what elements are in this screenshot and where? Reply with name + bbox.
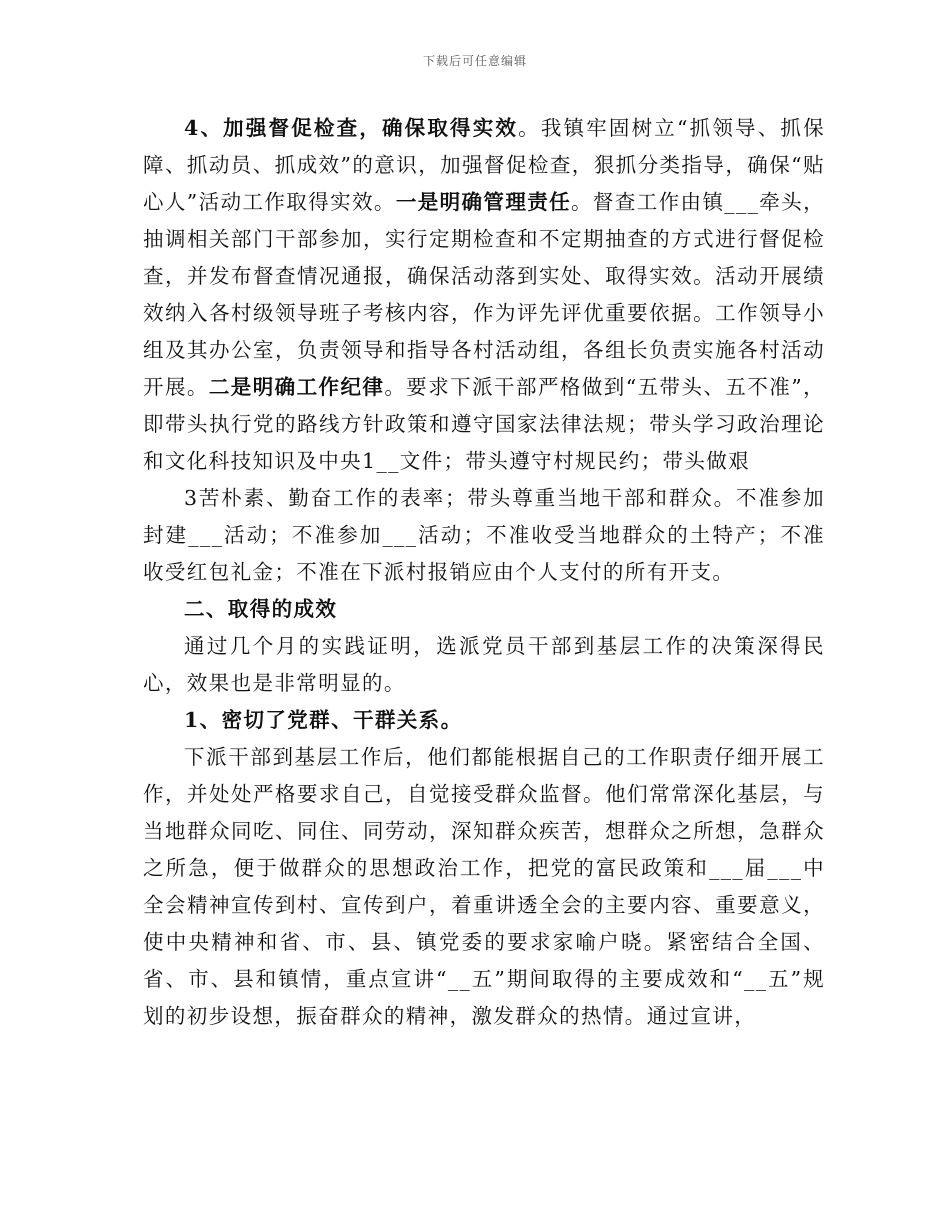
section-heading-4: 4、加强督促检查，确保取得实效 [184, 116, 519, 140]
paragraph-text: 。要求下派干部严格做到“五带头、五不准”，即带头执行党的路线方针政策和遵守国家法律法规；带头学习政治理论和文化科技知识及中央1__文件；带头遵守村规民约；带头做艰 [143, 375, 826, 473]
paragraph-text: 。督查工作由镇___牵头，抽调相关部门干部参加，实行定期检查和不定期抽查的方式进行督促检查，并发布督查情况通报，确保活动落到实处、取得实效。活动开展绩效纳入各村级领导班子考核内容，作为评先评优重要依据。工作领导小组及其办公室，负责领导和指导各村活动组，各组长负责实施各村活动开展。 [143, 190, 826, 399]
paragraph-continuation: 3苦朴素、勤奋工作的表率；带头尊重当地干部和群众。不准参加封建___活动；不准参加___活动；不准收受当地群众的土特产；不准收受红包礼金；不准在下派村报销应由个人支付的所有开支。 [143, 486, 825, 584]
paragraph-supervision [143, 110, 825, 480]
paragraph-text: 。我镇牢固树立“抓领导、抓保障、抓动员、抓成效”的意识，加强督促检查，狠抓分类指导，确保“贴心人”活动工作取得实效。 [143, 116, 825, 214]
inline-heading-responsibility: 一是明确管理责任 [395, 190, 572, 214]
section-heading-relations: 1、密切了党群、干群关系。 [184, 708, 463, 732]
section-heading-results: 二、取得的成效 [184, 597, 338, 621]
document-body [143, 110, 825, 1035]
paragraph-relations: 下派干部到基层工作后，他们都能根据自己的工作职责仔细开展工作，并处处严格要求自己，自觉接受群众监督。他们常常深化基层，与当地群众同吃、同住、同劳动，深知群众疾苦，想群众之所想，急群众之所急，便于做群众的思想政治工作，把党的富民政策和___届___中全会精神宣传到村、宣传到户，着重讲透全会的主要内容、重要意义，使中央精神和省、市、县、镇党委的要求家喻户晓。紧密结合全国、省、市、县和镇情，重点宣讲“__五”期间取得的主要成效和“__五”规划的初步设想，振奋群众的精神，激发群众的热情。通过宣讲， [143, 745, 825, 1028]
paragraph-results-intro: 通过几个月的实践证明，选派党员干部到基层工作的决策深得民心，效果也是非常明显的。 [143, 634, 825, 695]
inline-heading-discipline: 二是明确工作纪律 [208, 375, 385, 399]
page-header: 下载后可任意编辑 [422, 54, 527, 68]
